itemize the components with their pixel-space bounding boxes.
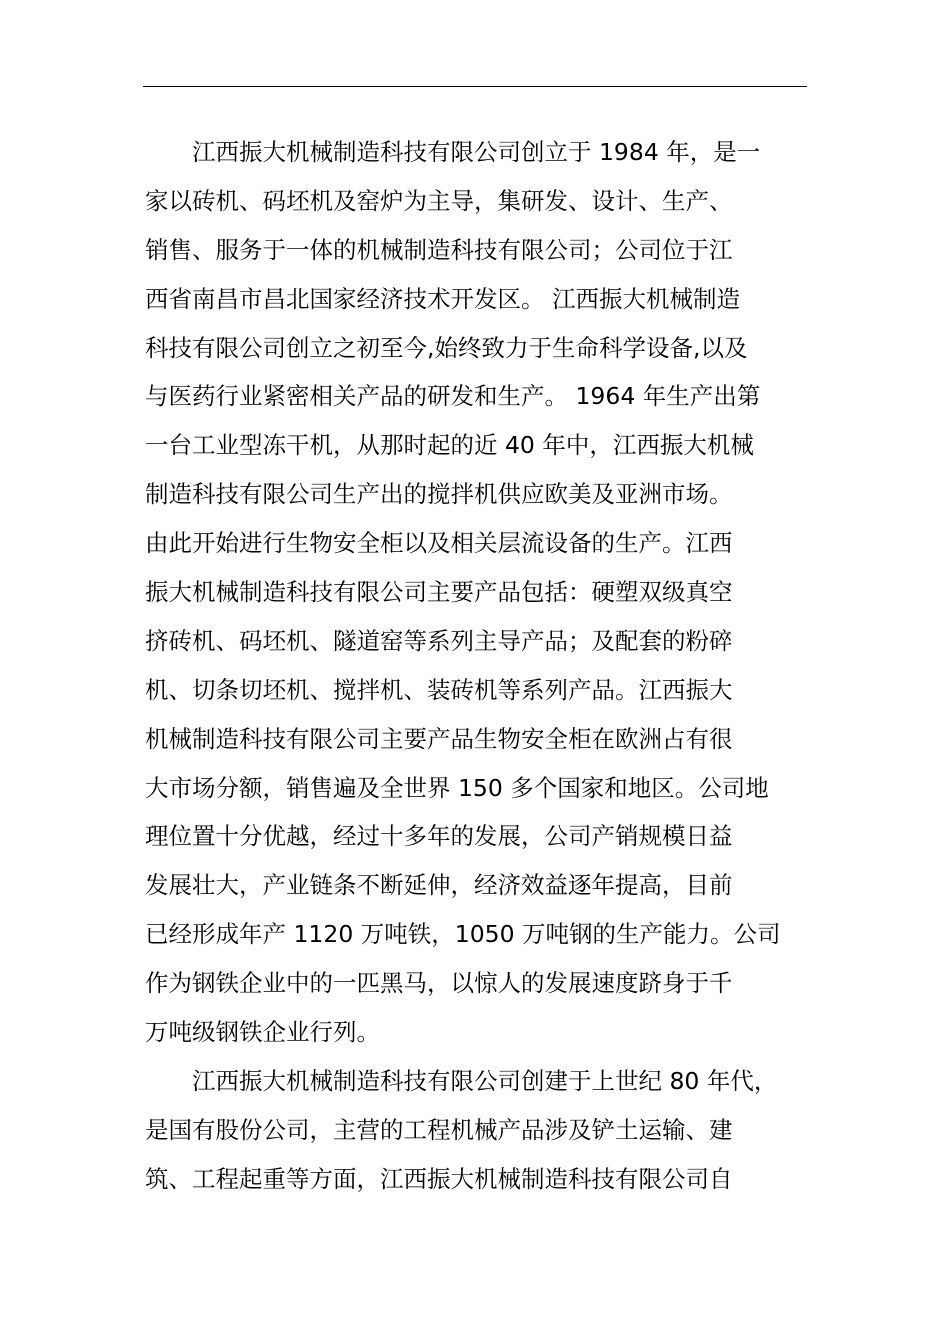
text-line: 振大机械制造科技有限公司主要产品包括：硬塑双级真空 <box>145 578 733 607</box>
body-text <box>145 128 809 1204</box>
text-line: 机械制造科技有限公司主要产品生物安全柜在欧洲占有很 <box>145 724 733 753</box>
text-line: 家以砖机、码坯机及窑炉为主导，集研发、设计、生产、 <box>145 186 733 215</box>
text-line: 科技有限公司创立之初至今,始终致力于生命科学设备,以及 <box>145 333 748 362</box>
text-line: 理位置十分优越，经过十多年的发展，公司产销规模日益 <box>145 822 733 851</box>
text-line: 西省南昌市昌北国家经济技术开发区。 江西振大机械制造 <box>145 284 740 313</box>
text-line: 大市场分额，销售遍及全世界 150 多个国家和地区。公司地 <box>145 773 769 802</box>
paragraph-2 <box>145 1057 809 1204</box>
text-line: 江西振大机械制造科技有限公司创立于 1984 年，是一 <box>145 138 761 166</box>
text-line: 作为钢铁企业中的一匹黑马，以惊人的发展速度跻身于千 <box>145 969 733 998</box>
text-line: 发展壮大，产业链条不断延伸，经济效益逐年提高，目前 <box>145 871 733 900</box>
text-line: 江西振大机械制造科技有限公司创建于上世纪 80 年代， <box>145 1066 778 1095</box>
text-line: 机、切条切坯机、搅拌机、装砖机等系列产品。江西振大 <box>145 675 733 704</box>
text-line: 由此开始进行生物安全柜以及相关层流设备的生产。江西 <box>145 529 733 558</box>
text-line: 一台工业型冻干机，从那时起的近 40 年中，江西振大机械 <box>145 431 754 460</box>
text-line: 是国有股份公司，主营的工程机械产品涉及铲土运输、建 <box>145 1115 733 1144</box>
paragraph-1 <box>145 128 809 1057</box>
text-line: 万吨级钢铁企业行列。 <box>145 1018 380 1047</box>
text-line: 挤砖机、码坯机、隧道窑等系列主导产品；及配套的粉碎 <box>145 626 733 655</box>
header-rule <box>143 86 807 87</box>
text-line: 销售、服务于一体的机械制造科技有限公司；公司位于江 <box>145 235 733 264</box>
text-line: 已经形成年产 1120 万吨铁，1050 万吨钢的生产能力。公司 <box>145 920 781 949</box>
text-line: 与医药行业紧密相关产品的研发和生产。 1964 年生产出第 <box>145 382 761 411</box>
text-line: 制造科技有限公司生产出的搅拌机供应欧美及亚洲市场。 <box>145 480 733 509</box>
text-line: 筑、工程起重等方面，江西振大机械制造科技有限公司自 <box>145 1164 733 1193</box>
